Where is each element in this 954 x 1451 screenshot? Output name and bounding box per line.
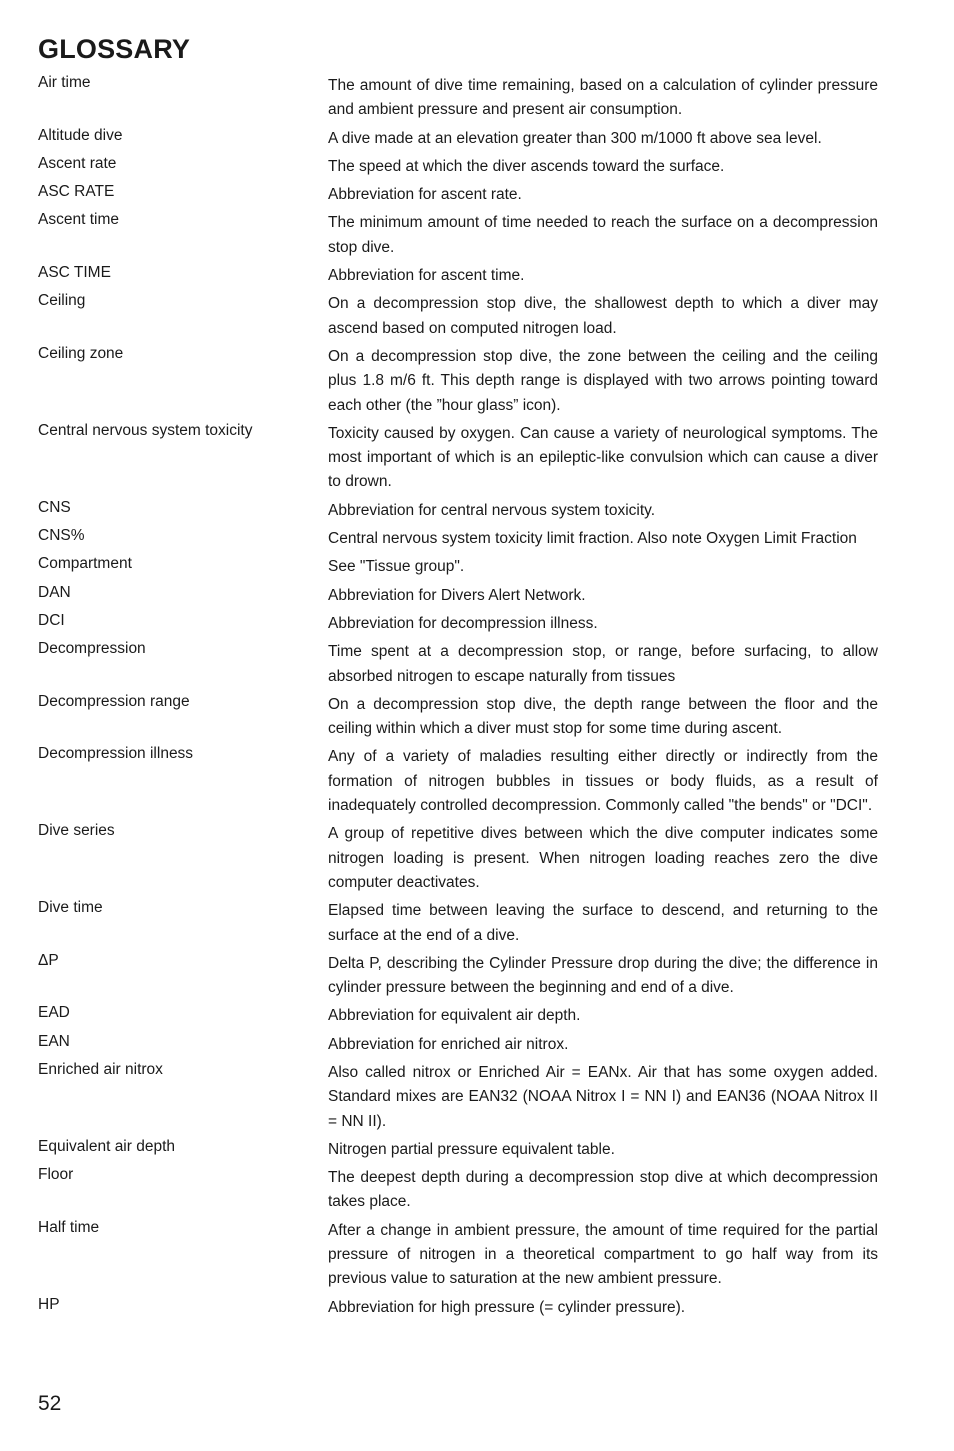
glossary-definition: Abbreviation for equivalent air depth. <box>328 1007 581 1025</box>
glossary-term: Half time <box>38 1218 100 1236</box>
glossary-term: DCI <box>38 611 65 629</box>
glossary-entry <box>38 612 878 636</box>
glossary-entry <box>38 745 878 818</box>
glossary-entry <box>38 1033 878 1057</box>
glossary-definition: On a decompression stop dive, the zone between the ceiling and the ceiling plus 1.8 m/6 ft. This depth range is displayed with two arrows pointing toward each other (the ”hour glass” icon). <box>328 347 878 414</box>
glossary-term: HP <box>38 1295 60 1313</box>
glossary-term: Ceiling zone <box>38 344 124 362</box>
glossary-definition: Abbreviation for enriched air nitrox. <box>328 1035 569 1053</box>
glossary-entry <box>38 1166 878 1215</box>
glossary-entry <box>38 211 878 260</box>
glossary-definition: Also called nitrox or Enriched Air = EANx. Air that has some oxygen added. Standard mixes are EAN32 (NOAA Nitrox I = NN I) and EAN36 (NOAA Nitrox II = NN II). <box>328 1063 878 1130</box>
glossary-entry <box>38 499 878 523</box>
glossary-entry <box>38 1061 878 1134</box>
glossary-definition: On a decompression stop dive, the depth range between the floor and the ceiling within which a diver must stop for some time during ascent. <box>328 695 878 738</box>
glossary-entry <box>38 584 878 608</box>
glossary-definition: Abbreviation for decompression illness. <box>328 614 598 632</box>
glossary-entry <box>38 1004 878 1028</box>
glossary-page <box>38 32 878 1324</box>
glossary-entry <box>38 952 878 1001</box>
glossary-definition: Delta P, describing the Cylinder Pressure drop during the dive; the difference in cylinder pressure between the beginning and end of a dive. <box>328 954 878 997</box>
glossary-entry <box>38 555 878 579</box>
glossary-entry <box>38 155 878 179</box>
glossary-entry <box>38 640 878 689</box>
glossary-term: Altitude dive <box>38 126 123 144</box>
glossary-definition: Nitrogen partial pressure equivalent table. <box>328 1140 615 1158</box>
glossary-definition: Central nervous system toxicity limit fraction. Also note Oxygen Limit Fraction <box>328 530 857 548</box>
glossary-definition: See "Tissue group". <box>328 558 465 576</box>
glossary-entry <box>38 899 878 948</box>
page-title: GLOSSARY <box>38 34 191 64</box>
glossary-term: CNS <box>38 498 71 516</box>
glossary-term: Decompression illness <box>38 745 194 763</box>
glossary-entry <box>38 1138 878 1162</box>
glossary-entry <box>38 74 878 123</box>
glossary-definition: Abbreviation for ascent time. <box>328 267 525 285</box>
glossary-term: DAN <box>38 583 71 601</box>
glossary-entry <box>38 345 878 418</box>
glossary-entry <box>38 527 878 551</box>
glossary-term: Decompression range <box>38 692 190 710</box>
glossary-entry <box>38 292 878 341</box>
glossary-term: ASC TIME <box>38 264 111 282</box>
glossary-definition: The speed at which the diver ascends toward the surface. <box>328 157 725 175</box>
glossary-entry <box>38 183 878 207</box>
glossary-term: Ascent time <box>38 211 119 229</box>
glossary-term: Ceiling <box>38 292 86 310</box>
glossary-list <box>38 74 878 1320</box>
glossary-term: Compartment <box>38 555 132 573</box>
glossary-term: ASC RATE <box>38 183 115 201</box>
glossary-entry <box>38 127 878 151</box>
glossary-definition: Abbreviation for central nervous system toxicity. <box>328 501 656 519</box>
page-number: 52 <box>38 1392 62 1415</box>
glossary-entry <box>38 422 878 495</box>
glossary-definition: Time spent at a decompression stop, or range, before surfacing, to allow absorbed nitrogen to escape naturally from tissues <box>328 643 878 685</box>
glossary-term: Air time <box>38 74 91 91</box>
glossary-definition: After a change in ambient pressure, the amount of time required for the partial pressure of nitrogen in a theoretical compartment to go half way from its previous value to saturation at the new ambient pressure. <box>328 1221 878 1288</box>
glossary-term: Decompression <box>38 640 146 658</box>
glossary-definition: Toxicity caused by oxygen. Can cause a variety of neurological symptoms. The most important of which is an epileptic-like convulsion which can cause a diver to drown. <box>328 424 878 491</box>
glossary-entry <box>38 822 878 895</box>
glossary-entry <box>38 1219 878 1292</box>
glossary-definition: A group of repetitive dives between which the dive computer indicates some nitrogen loading is present. When nitrogen loading reaches zero the dive computer deactivates. <box>328 825 878 891</box>
glossary-entry <box>38 693 878 742</box>
glossary-term: Ascent rate <box>38 154 117 172</box>
glossary-term: Equivalent air depth <box>38 1137 176 1155</box>
glossary-term: Central nervous system toxicity <box>38 421 253 439</box>
glossary-term: Dive series <box>38 822 115 840</box>
glossary-entry <box>38 1296 878 1320</box>
glossary-term: Floor <box>38 1166 74 1184</box>
glossary-entry <box>38 264 878 288</box>
glossary-definition: The deepest depth during a decompression stop dive at which decompression takes place. <box>328 1169 878 1211</box>
glossary-term: ΔP <box>38 951 59 969</box>
glossary-definition: Abbreviation for ascent rate. <box>328 186 522 204</box>
glossary-definition: Abbreviation for Divers Alert Network. <box>328 586 586 604</box>
glossary-definition: The minimum amount of time needed to reach the surface on a decompression stop dive. <box>328 214 878 256</box>
glossary-definition: Elapsed time between leaving the surface to descend, and returning to the surface at the end of a dive. <box>328 902 878 944</box>
glossary-definition: Any of a variety of maladies resulting either directly or indirectly from the formation of nitrogen bubbles in tissues or body fluids, as a result of inadequately controlled decompression. Commonly called "the bends" or "DCI". <box>328 748 878 815</box>
glossary-definition: On a decompression stop dive, the shallowest depth to which a diver may ascend based on computed nitrogen load. <box>328 295 878 337</box>
glossary-term: Dive time <box>38 899 103 917</box>
glossary-term: Enriched air nitrox <box>38 1060 163 1078</box>
glossary-term: CNS% <box>38 527 85 545</box>
glossary-term: EAN <box>38 1032 70 1050</box>
glossary-definition: Abbreviation for high pressure (= cylinder pressure). <box>328 1298 686 1316</box>
glossary-term: EAD <box>38 1004 70 1022</box>
glossary-definition: A dive made at an elevation greater than 300 m/1000 ft above sea level. <box>328 129 822 147</box>
glossary-definition: The amount of dive time remaining, based on a calculation of cylinder pressure and ambient pressure and present air consumption. <box>328 77 878 119</box>
